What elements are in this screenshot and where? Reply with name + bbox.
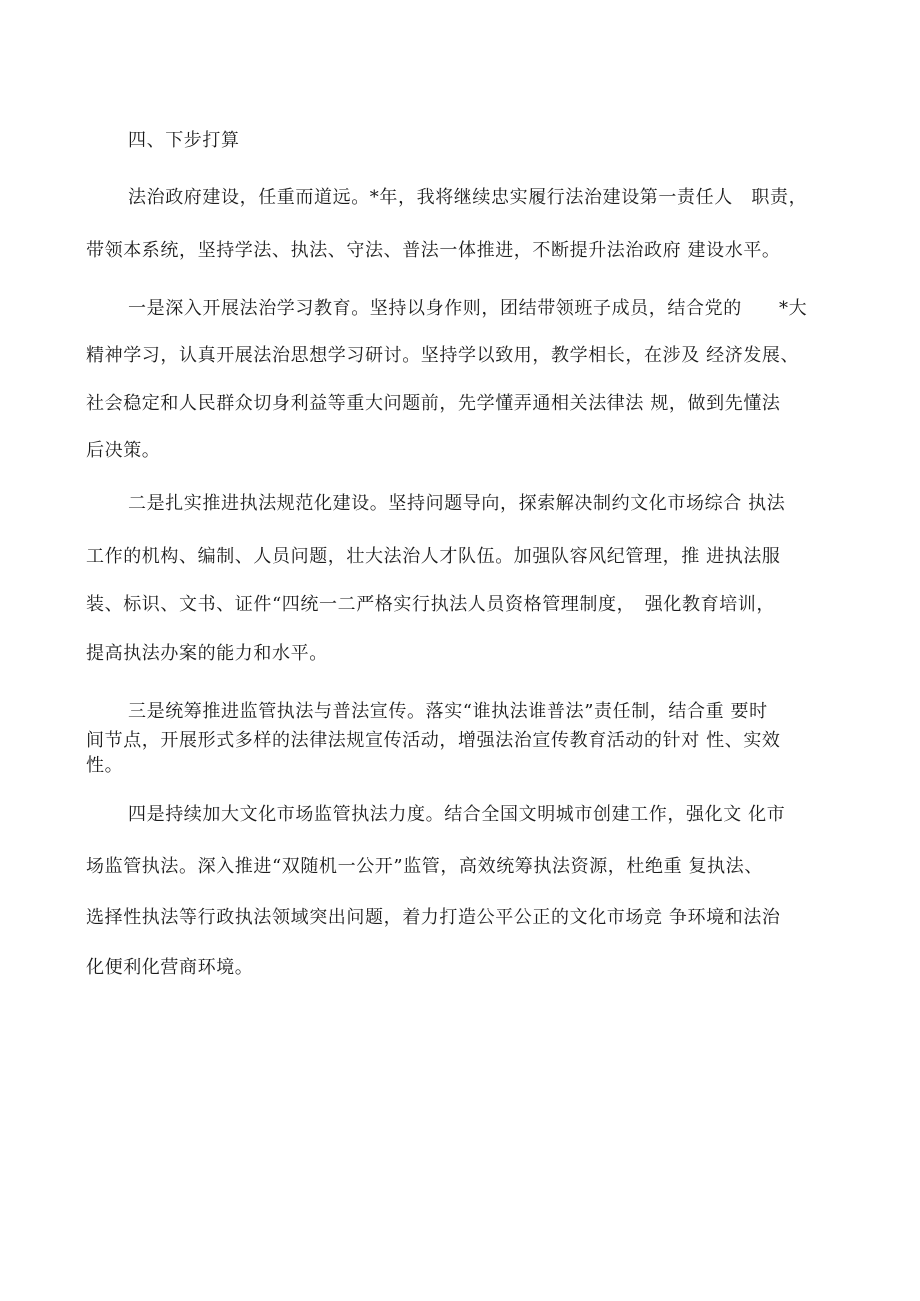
paragraph-line: 社会稳定和人民群众切身利益等重大问题前，先学懂弄通相关法律法 规，做到先懂法 <box>86 393 781 414</box>
paragraph-line: 后决策。 <box>86 440 161 461</box>
paragraph-line: 工作的机构、编制、人员问题，壮大法治人才队伍。加强队容风纪管理，推 进执法服 <box>86 546 781 567</box>
paragraph-line: 法治政府建设，任重而道远。*年，我将继续忠实履行法治建设第一责任人 职责， <box>128 187 808 208</box>
section-heading: 四、下步打算 <box>128 130 240 151</box>
paragraph-line: 场监管执法。深入推进“双随机一公开”监管，高效统筹执法资源，杜绝重 复执法、 <box>86 856 763 877</box>
paragraph-line: 带领本系统，坚持学法、执法、守法、普法一体推进，不断提升法治政府 建设水平。 <box>86 240 781 261</box>
paragraph-line: 精神学习，认真开展法治思想学习研讨。坚持学以致用，教学相长，在涉及 经济发展、 <box>86 345 800 366</box>
paragraph-line: 三是统筹推进监管执法与普法宣传。落实“谁执法谁普法”责任制，结合重 要时 <box>128 701 768 722</box>
paragraph-line: 化便利化营商环境。 <box>86 957 254 978</box>
paragraph-line: 提高执法办案的能力和水平。 <box>86 643 328 664</box>
paragraph-line: 一是深入开展法治学习教育。坚持以身作则，团结带领班子成员，结合党的 *大 <box>128 298 808 319</box>
paragraph-line: 性。 <box>86 755 124 776</box>
paragraph-line: 装、标识、文书、证件“四统一二严格实行执法人员资格管理制度， 强化教育培训， <box>86 594 775 615</box>
paragraph-line: 选择性执法等行政执法领域突出问题，着力打造公平公正的文化市场竞 争环境和法治 <box>86 907 781 928</box>
paragraph-line: 二是扎实推进执法规范化建设。坚持问题导向，探索解决制约文化市场综合 执法 <box>128 493 786 514</box>
paragraph-line: 间节点，开展形式多样的法律法规宣传活动，增强法治宣传教育活动的针对 性、实效 <box>86 730 781 751</box>
paragraph-line: 四是持续加大文化市场监管执法力度。结合全国文明城市创建工作，强化文 化市 <box>128 804 786 825</box>
